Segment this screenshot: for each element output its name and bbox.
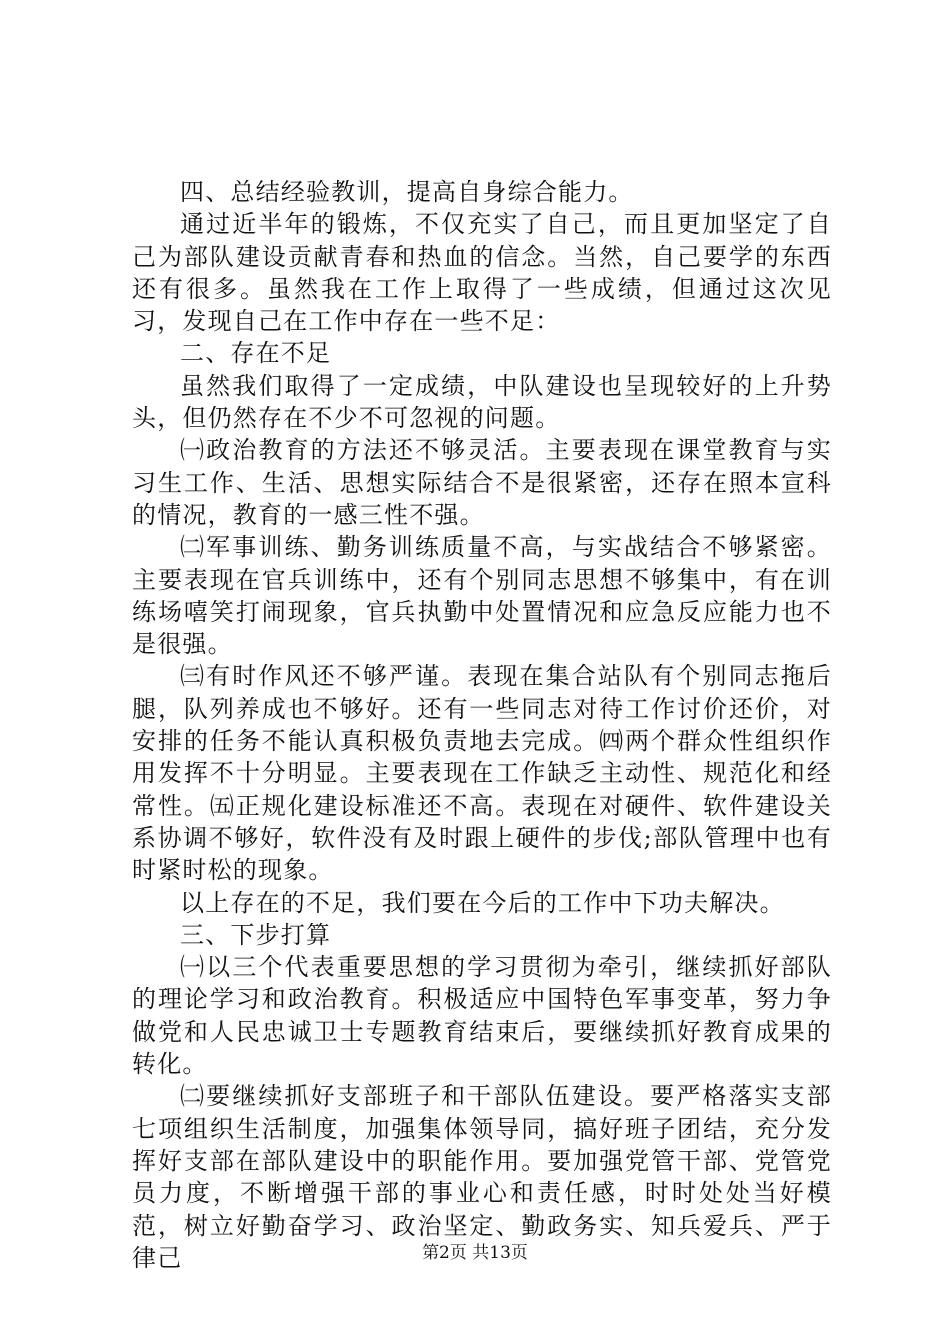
paragraph-theory-study: ㈠以三个代表重要思想的学习贯彻为牵引，继续抓好部队的理论学习和政治教育。积极适应中国特色军事变革，努力争做党和人民忠诚卫士专题教育结束后，要继续抓好教育成果的转化。: [132, 953, 832, 1079]
paragraph-work-style: ㈢有时作风还不够严谨。表现在集合站队有个别同志拖后腿，队列养成也不够好。还有一些同志对待工作讨价还价，对安排的任务不能认真积极负责地去完成。㈣两个群众性组织作用发挥不十分明显。主要表现在工作缺乏主动性、规范化和经常性。㈤正规化建设标准还不高。表现在对硬件、软件建设关系协调不够好，软件没有及时跟上硬件的步伐;部队管理中也有时紧时松的现象。: [132, 662, 832, 885]
heading-summary: 四、总结经验教训，提高自身综合能力。: [180, 178, 634, 206]
document-body: [132, 176, 832, 1274]
page-footer: 第2页 共13页: [422, 1243, 528, 1263]
paragraph-shortcomings-conclusion: 以上存在的不足，我们要在今后的工作中下功夫解决。: [180, 888, 785, 917]
heading-shortcomings: 二、存在不足: [180, 339, 332, 368]
paragraph-military-training: ㈡军事训练、勤务训练质量不高，与实战结合不够紧密。主要表现在官兵训练中，还有个别同志思想不够集中，有在训练场嘻笑打闹现象，官兵执勤中处置情况和应急反应能力也不是很强。: [132, 533, 832, 659]
paragraph-political-education: ㈠政治教育的方法还不够灵活。主要表现在课堂教育与实习生工作、生活、思想实际结合不是很紧密，还存在照本宣科的情况，教育的一感三性不强。: [132, 436, 832, 529]
paragraph-reflection: 通过近半年的锻炼，不仅充实了自己，而且更加坚定了自己为部队建设贡献青春和热血的信念。当然，自己要学的东西还有很多。虽然我在工作上取得了一些成绩，但通过这次见习，发现自己在工作中存在一些不足：: [132, 210, 832, 336]
heading-next-steps: 三、下步打算: [180, 920, 332, 949]
paragraph-team-building: ㈡要继续抓好支部班子和干部队伍建设。要严格落实支部七项组织生活制度，加强集体领导同，搞好班子团结，充分发挥好支部在部队建设中的职能作用。要加强党管干部、党管党员力度，不断增强干部的事业心和责任感，时时处处当好模范，树立好勤奋学习、政治坚定、勤政务实、知兵爱兵、严于律己: [132, 1082, 832, 1272]
paragraph-shortcomings-intro: 虽然我们取得了一定成绩，中队建设也呈现较好的上升势头，但仍然存在不少不可忽视的问题。: [132, 371, 832, 433]
